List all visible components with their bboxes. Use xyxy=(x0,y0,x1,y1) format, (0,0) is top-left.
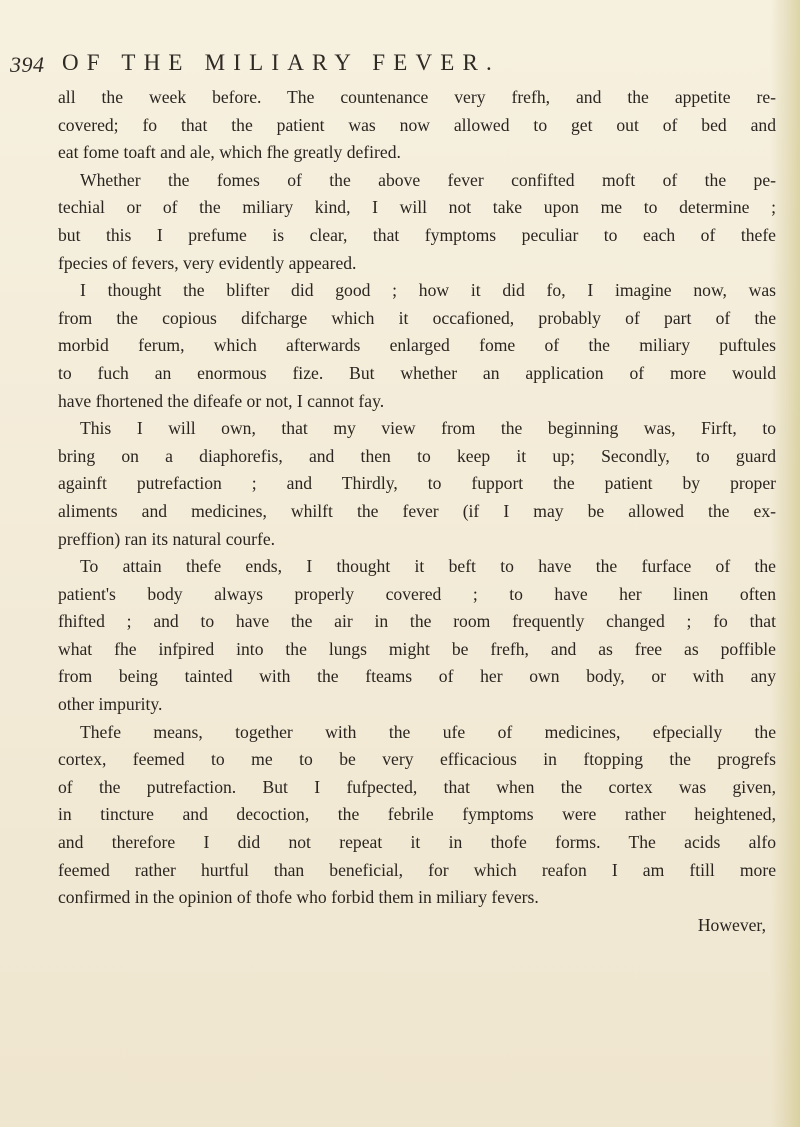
text-line: bring on a diaphorefis, and then to keep it up; Secondly, to guard xyxy=(58,445,776,466)
text-line: To attain thefe ends, I thought it beft to have the furface of the xyxy=(80,556,776,577)
text-line: in tincture and decoction, the febrile fymptoms were rather heightened, xyxy=(58,804,776,825)
text-line: but this I prefume is clear, that fymptoms peculiar to each of thefe xyxy=(58,224,776,245)
text-line: what fhe infpired into the lungs might be frefh, and as free as poffible xyxy=(58,638,776,659)
text-line: and therefore I did not repeat it in thofe forms. The acids alfo xyxy=(58,832,776,853)
text-line: feemed rather hurtful than beneficial, for which reafon I am ftill more xyxy=(58,859,776,880)
text-line: confirmed in the opinion of thofe who forbid them in miliary fevers. xyxy=(58,887,539,908)
page-number: 394 xyxy=(10,52,45,77)
text-line: patient's body always properly covered ; to have her linen often xyxy=(58,583,776,604)
text-line: fhifted ; and to have the air in the room frequently changed ; fo that xyxy=(58,611,776,632)
text-line: cortex, feemed to me to be very efficacious in ftopping the progrefs xyxy=(58,749,776,770)
text-line: aliments and medicines, whilft the fever (if I may be allowed the ex- xyxy=(58,500,776,521)
text-line: fpecies of fevers, very evidently appeared. xyxy=(58,252,357,273)
text-line: of the putrefaction. But I fufpected, that when the cortex was given, xyxy=(58,776,776,797)
text-line: eat fome toaft and ale, which fhe greatly defired. xyxy=(58,142,401,163)
text-line: have fhortened the difeafe or not, I cannot fay. xyxy=(58,390,385,411)
text-line: againft putrefaction ; and Thirdly, to fupport the patient by proper xyxy=(58,473,776,494)
body-text xyxy=(58,84,776,939)
text-line: other impurity. xyxy=(58,694,163,715)
text-line: to fuch an enormous fize. But whether an application of more would xyxy=(58,362,776,383)
text-line: Whether the fomes of the above fever confifted moft of the pe- xyxy=(80,169,776,190)
text-line: all the week before. The countenance very frefh, and the appetite re- xyxy=(58,87,776,107)
text-line: covered; fo that the patient was now allowed to get out of bed and xyxy=(58,114,776,135)
text-line: from the copious difcharge which it occafioned, probably of part of the xyxy=(58,307,776,328)
text-line: techial or of the miliary kind, I will not take upon me to determine ; xyxy=(58,197,776,218)
text-line: preffion) ran its natural courfe. xyxy=(58,528,276,549)
text-line: This I will own, that my view from the beginning was, Firft, to xyxy=(80,418,776,439)
catchword: However, xyxy=(697,914,766,935)
text-line: I thought the blifter did good ; how it did fo, I imagine now, was xyxy=(80,280,776,301)
running-head: OF THE MILIARY FEVER. xyxy=(62,50,500,75)
text-line: from being tainted with the fteams of her own body, or with any xyxy=(58,666,776,687)
text-line: morbid ferum, which afterwards enlarged fome of the miliary puftules xyxy=(58,335,776,356)
text-line: Thefe means, together with the ufe of medicines, efpecially the xyxy=(80,721,776,742)
